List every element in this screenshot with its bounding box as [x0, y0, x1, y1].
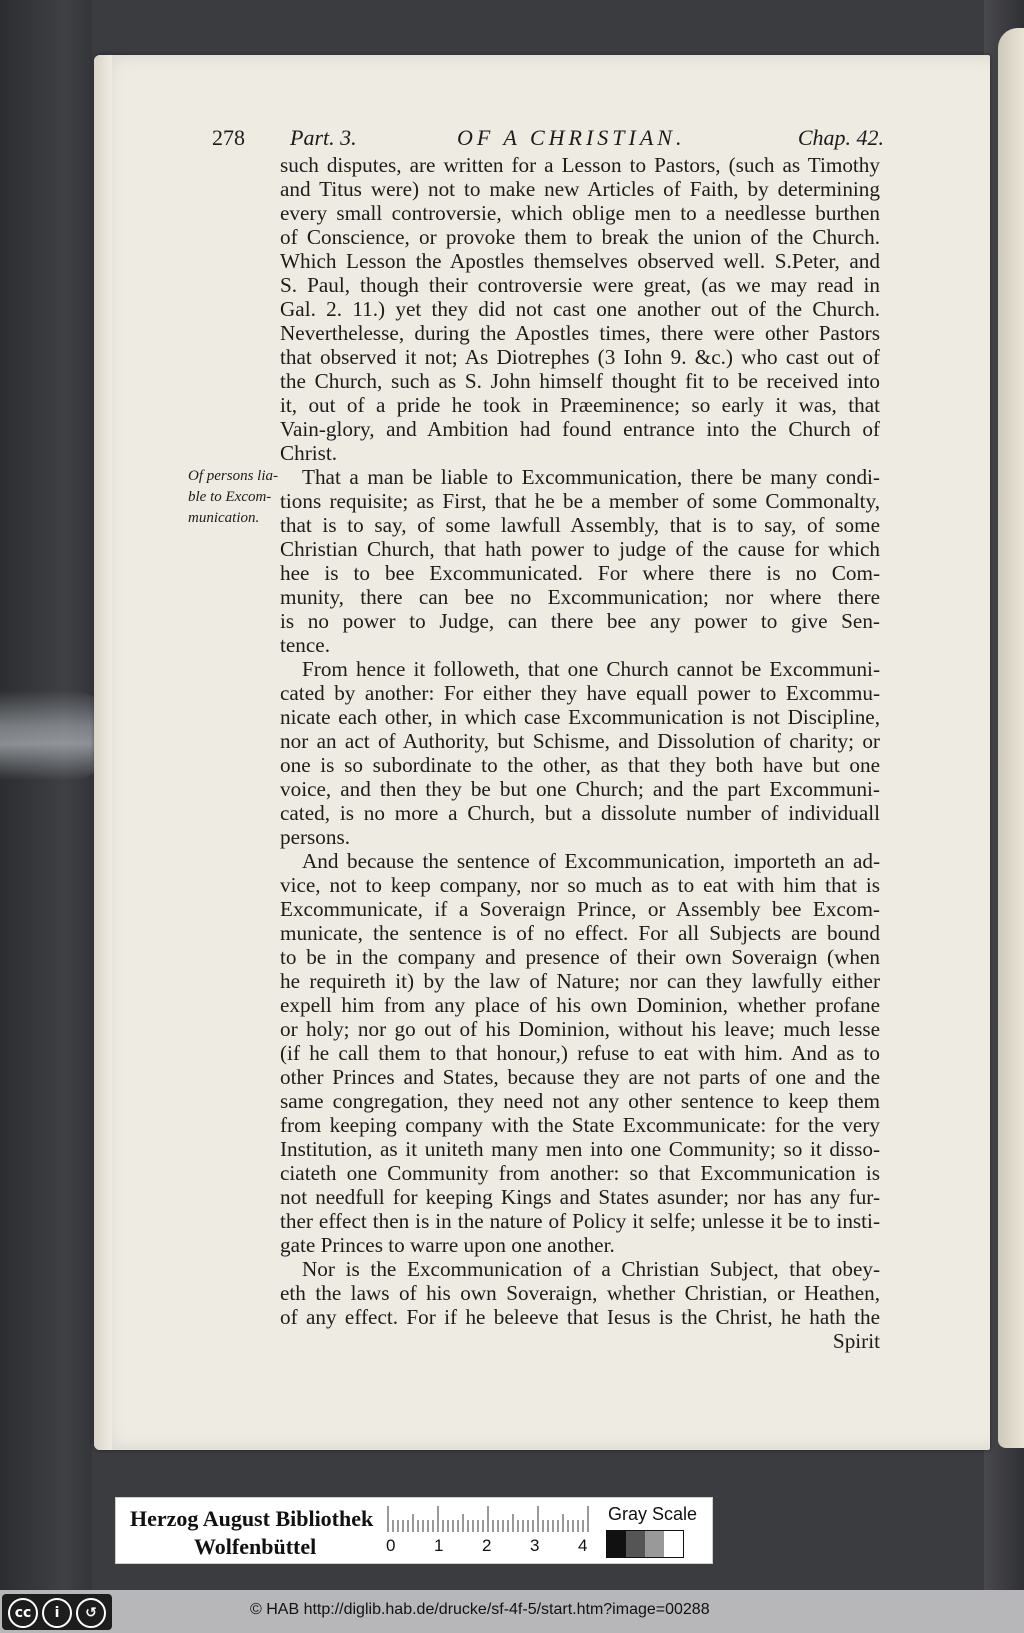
text-line: same congregation, they need not any other sentence to keep them — [280, 1089, 880, 1113]
margin-note-line: Of persons lia- — [188, 468, 278, 484]
text-line: Gal. 2. 11.) yet they did not cast one another out of the Church. — [280, 297, 880, 321]
margin-note-line: munication. — [188, 510, 260, 526]
library-city: Wolfenbüttel — [194, 1534, 317, 1559]
text-line: is no power to Judge, can there bee any power to give Sen- — [280, 609, 880, 633]
text-line: From hence it followeth, that one Church cannot be Excommuni- — [302, 657, 880, 681]
footer-url[interactable]: © HAB http://diglib.hab.de/drucke/sf-4f-5/start.htm?image=00288 — [250, 1601, 710, 1618]
catchword: Spirit — [832, 1329, 880, 1353]
text-line: munity, there can bee no Excommunication; nor where there — [280, 585, 880, 609]
text-line: ther effect then is in the nature of Policy it selfe; unlesse it be to insti- — [280, 1209, 880, 1233]
text-line: nicate each other, in which case Excommunication is not Discipline, — [280, 705, 880, 729]
text-line: And because the sentence of Excommunication, importeth an ad- — [302, 849, 880, 873]
part-label: Part. 3. — [290, 125, 357, 150]
text-line: such disputes, are written for a Lesson to Pastors, (such as Timothy — [280, 153, 880, 177]
cc-icon: cc — [8, 1598, 38, 1628]
ruler-label-2: 2 — [482, 1536, 492, 1555]
text-line: eth the laws of his own Soveraign, whether Christian, or Heathen, — [280, 1281, 880, 1305]
cc-license-badge[interactable] — [2, 1594, 112, 1630]
running-title: OF A CHRISTIAN. — [457, 125, 686, 150]
text-line: every small controversie, which oblige men to a needlesse burthen — [280, 201, 880, 225]
text-line: Which Lesson the Apostles themselves observed well. S.Peter, and — [280, 249, 880, 273]
page-number: 278 — [212, 125, 245, 150]
text-line: municate, the sentence is of no effect. For all Subjects are bound — [280, 921, 880, 945]
text-line: of any effect. For if he beleeve that Iesus is the Christ, he hath the — [280, 1305, 880, 1329]
text-line: and Titus were) not to make new Articles of Faith, by determining — [280, 177, 880, 201]
text-line: Christ. — [280, 441, 338, 465]
text-line: one is so subordinate to the other, as that they both have but one — [280, 753, 880, 777]
text-line: it, out of a pride he took in Præeminence; so early it was, that — [280, 393, 880, 417]
text-line: persons. — [280, 825, 351, 849]
text-line: other Princes and States, because they are not parts of one and the — [280, 1065, 880, 1089]
text-line: S. Paul, though their controversie were great, (as we may read in — [280, 273, 880, 297]
text-line: vice, not to keep company, nor so much as to eat with him that is — [280, 873, 880, 897]
library-name: Herzog August Bibliothek — [130, 1506, 374, 1531]
text-line: hee is to bee Excommunicated. For where there is no Com- — [280, 561, 880, 585]
gray-scale-bar — [606, 1530, 684, 1558]
text-line: Excommunicate, if a Soveraign Prince, or Assembly bee Excom- — [280, 897, 880, 921]
background-left — [0, 0, 92, 1590]
by-icon: i — [42, 1598, 72, 1628]
next-page-edge — [998, 28, 1024, 1448]
running-header — [212, 125, 884, 155]
text-line: not needfull for keeping Kings and States asunder; nor has any fur- — [280, 1185, 880, 1209]
text-line: cated, is no more a Church, but a dissolute number of individuall — [280, 801, 880, 825]
text-line: tence. — [280, 633, 330, 657]
text-line: Institution, as it uniteth many men into one Community; so it disso- — [280, 1137, 880, 1161]
ruler-label-4: 4 — [578, 1536, 588, 1555]
ruler-label-3: 3 — [530, 1536, 540, 1555]
text-line: gate Princes to warre upon one another. — [280, 1233, 615, 1257]
text-line: nor an act of Authority, but Schisme, and Dissolution of charity; or — [280, 729, 880, 753]
text-line: he requireth it) by the law of Nature; nor can they lawfully either — [280, 969, 880, 993]
page-gutter — [94, 55, 112, 1450]
text-line: to be in the company and presence of their own Soveraign (when — [280, 945, 880, 969]
text-line: ciateth one Community from another: so that Excommunication is — [280, 1161, 880, 1185]
text-line: Nor is the Excommunication of a Christian Subject, that obey- — [302, 1257, 880, 1281]
ruler-label-1: 1 — [434, 1536, 444, 1555]
sa-icon: ↺ — [76, 1598, 106, 1628]
text-line: the Church, such as S. John himself thought fit to be received into — [280, 369, 880, 393]
ruler-scale — [386, 1504, 596, 1532]
gray-scale-label: Gray Scale — [608, 1504, 698, 1524]
text-line: (if he call them to that honour,) refuse to eat with him. And as to — [280, 1041, 880, 1065]
text-line: from keeping company with the State Excommunicate: for the very — [280, 1113, 880, 1137]
text-line: that observed it not; As Diotrephes (3 Iohn 9. &c.) who cast out of — [280, 345, 880, 369]
text-line: voice, and then they be but one Church; and the part Excommuni- — [280, 777, 880, 801]
margin-note-line: ble to Excom- — [188, 489, 272, 505]
margin-note — [188, 466, 280, 529]
text-line: of Conscience, or provoke them to break the union of the Church. — [280, 225, 880, 249]
text-line: Neverthelesse, during the Apostles times, there were other Pastors — [280, 321, 880, 345]
body-text — [280, 153, 880, 1353]
ruler-label-0: 0 — [386, 1536, 396, 1555]
text-line: tions requisite; as First, that he be a member of some Commonalty, — [280, 489, 880, 513]
chapter-label: Chap. 42. — [797, 125, 884, 150]
text-line: cated by another: For either they have equall power to Excommu- — [280, 681, 880, 705]
text-line: Vain-glory, and Ambition had found entrance into the Church of — [280, 417, 880, 441]
text-line: Christian Church, that hath power to judge of the cause for which — [280, 537, 880, 561]
text-line: or holy; nor go out of his Dominion, without his leave; much lesse — [280, 1017, 880, 1041]
text-line: that is to say, of some lawfull Assembly, that is to say, of some — [280, 513, 880, 537]
text-line: That a man be liable to Excommunication, there be many condi- — [302, 465, 880, 489]
library-scale-card — [115, 1497, 713, 1564]
text-line: expell him from any place of his own Dominion, whether profane — [280, 993, 880, 1017]
